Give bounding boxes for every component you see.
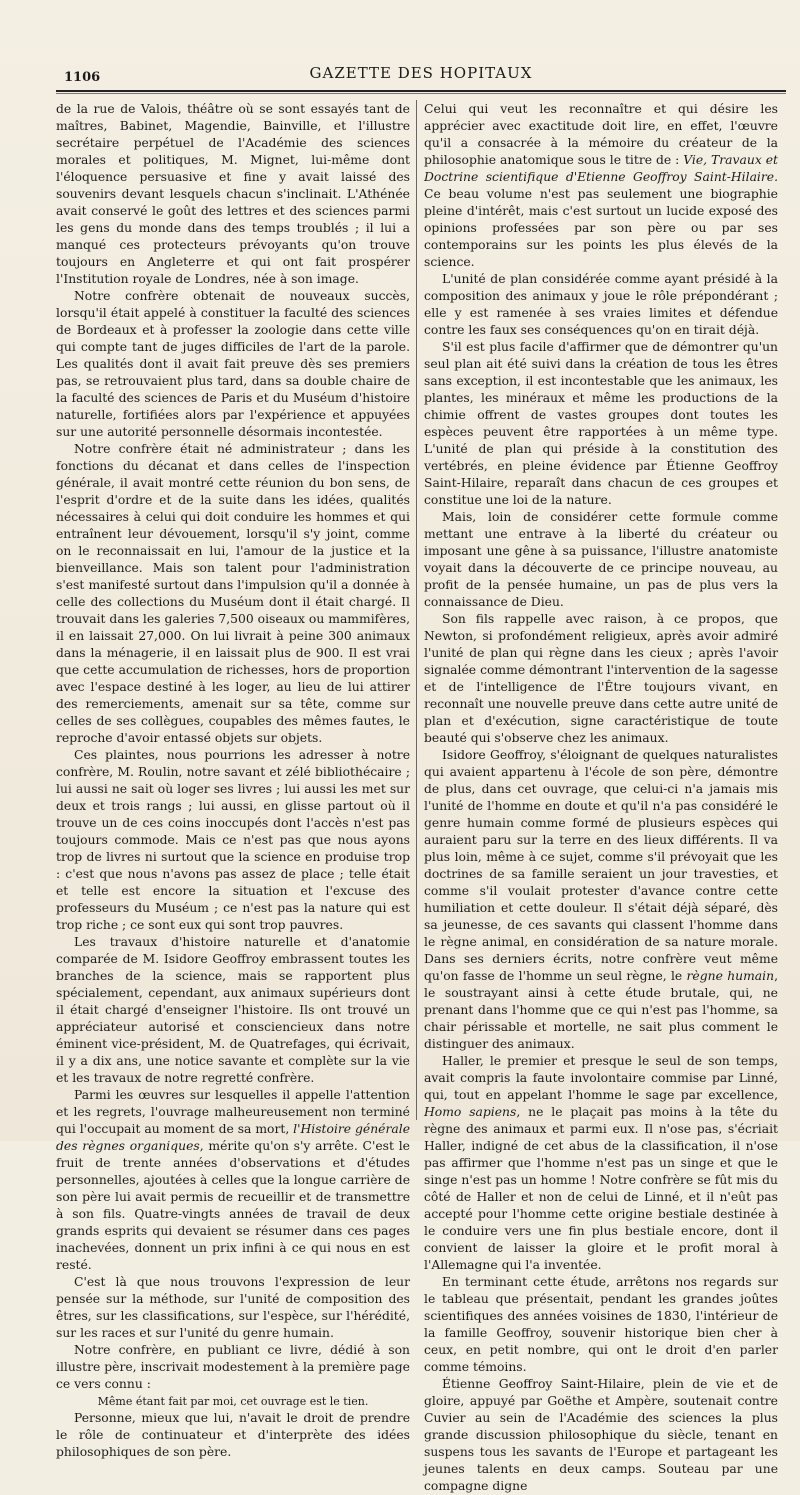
text-run: Ce beau volume n'est pas seulement une biographie pleine d'intérêt, mais c'est surtout un lucide exposé des opinions professées par son père ou par ses contemporains sur les points les plus élevés de la science. bbox=[424, 187, 778, 269]
header-rule-thin bbox=[56, 93, 786, 94]
column-divider bbox=[416, 100, 417, 1120]
page-title: GAZETTE DES HOPITAUX bbox=[309, 64, 533, 82]
text-run: Haller, le premier et presque le seul de son temps, avait compris la faute involontaire commise par Linné, qui, tout en appelant l'homme le sage par excellence, bbox=[424, 1054, 778, 1102]
paragraph: Personne, mieux que lui, n'avait le droit de prendre le rôle de continuateur et d'interprète des idées philosophiques de son père. bbox=[56, 1411, 410, 1459]
paragraph: En terminant cette étude, arrêtons nos regards sur le tableau que présentait, pendant les grandes joûtes scientifiques des années voisines de 1830, l'intérieur de la famille Geoffroy, souvenir historique bien cher à ceux, en petit nombre, qui ont le droit d'en parler comme témoins. bbox=[424, 1275, 778, 1374]
book-title: Vie, Travaux et Doctrine scientifique d'Etienne Geoffroy Saint-Hilaire. bbox=[424, 153, 778, 184]
paragraph bbox=[424, 747, 778, 1053]
paragraph: Étienne Geoffroy Saint-Hilaire, plein de vie et de gloire, appuyé par Goëthe et Ampère, soutenait contre Cuvier au sein de l'Académie des sciences la plus grande discussion philosophique du siècle, tenant en suspens tous les savants de l'Europe et partageant les jeunes talents en deux camps. Souteau par une compagne digne bbox=[424, 1377, 778, 1493]
paragraph: de la rue de Valois, théâtre où se sont essayés tant de maîtres, Babinet, Magendie, Bainville, et l'illustre secrétaire perpétuel de l'Académie des sciences morales et politiques, M. Mignet, lui-même dont l'éloquence persuasive et fine y avait laissé des souvenirs devant lesquels chacun s'inclinait. L'Athénée avait conservé le goût des lettres et des sciences parmi les gens du monde dans des temps troublés ; il lui a manqué ces protecteurs prévoyants qu'on trouve toujours en Angleterre et qui ont fait prospérer l'Institution royale de Londres, née à son image. bbox=[56, 102, 410, 286]
book-title: l'Histoire générale des règnes organiques bbox=[56, 1122, 411, 1153]
text-run: , le soustrayant ainsi à cette étude brutale, qui, ne prenant dans l'homme que ce qui n'est pas l'homme, sa chair périssable et mortelle, ne sait plus comment le distinguer des animaux. bbox=[424, 969, 778, 1051]
emphasis: règne humain bbox=[686, 969, 775, 983]
text-run: , mérite qu'on s'y arrête. C'est le fruit de trente années d'observations et d'études personnelles, ajoutées à celles que la longue carrière de son père lui avait permis de recueillir et de transmettre à son fils. Quatre-vingts années de travail de deux grands esprits qui devaient se résumer dans ces pages inachevées, donnent un prix infini à ce qui nous en est resté. bbox=[56, 1139, 410, 1272]
text-run: Parmi les œuvres sur lesquelles il appelle l'attention et les regrets, l'ouvrage malheureusement non terminé qui l'occupait au moment de sa mort, bbox=[56, 1088, 410, 1136]
paragraph: C'est là que nous trouvons l'expression de leur pensée sur la méthode, sur l'unité de composition des êtres, sur les classifications, sur l'espèce, sur l'hérédité, sur les races et sur l'unité du genre humain. bbox=[56, 1275, 410, 1340]
paragraph: Notre confrère, en publiant ce livre, dédié à son illustre père, inscrivait modestement à la première page ce vers connu : bbox=[56, 1343, 410, 1391]
paragraph: Les travaux d'histoire naturelle et d'anatomie comparée de M. Isidore Geoffroy embrassent toutes les branches de la science, mais se rapportent plus spécialement, cependant, aux animaux supérieurs dont il était chargé d'enseigner l'histoire. Ils ont trouvé un appréciateur autorisé et consciencieux dans notre éminent vice-président, M. de Quatrefages, qui écrivait, il y a dix ans, une notice savante et complète sur la vie et les travaux de notre regretté confrère. bbox=[56, 935, 410, 1085]
right-column bbox=[424, 101, 778, 1493]
emphasis: Homo sapiens bbox=[424, 1105, 517, 1119]
paragraph: S'il est plus facile d'affirmer que de démontrer qu'un seul plan ait été suivi dans la création de tous les êtres sans exception, il est incontestable que les animaux, les plantes, les minéraux et même les productions de la chimie offrent de vastes groupes dont toutes les espèces peuvent être rapportées à un même type. L'unité de plan qui préside à la constitution des vertébrés, en pleine évidence par Étienne Geoffroy Saint-Hilaire, reparaît dans chacun de ces groupes et constitue une loi de la nature. bbox=[424, 340, 778, 507]
paragraph: Mais, loin de considérer cette formule comme mettant une entrave à la liberté du créateur ou imposant une gêne à sa puissance, l'illustre anatomiste voyait dans la découverte de ce principe nouveau, au profit de la pensée humaine, un pas de plus vers la connaissance de Dieu. bbox=[424, 510, 778, 609]
text-run: Celui qui veut les reconnaître et qui désire les apprécier avec exactitude doit lire, en effet, l'œuvre qu'il a consacrée à la mémoire du créateur de la philosophie anatomique sous le titre de : bbox=[424, 102, 778, 167]
header-rule bbox=[56, 90, 786, 92]
paragraph: L'unité de plan considérée comme ayant présidé à la composition des animaux y joue le rôle prépondérant ; elle y est ramenée à ses vraies limites et défendue contre les faux ses conséquences qu'on en tirait déjà. bbox=[424, 272, 778, 337]
quoted-verse: Même étant fait par moi, cet ouvrage est le tien. bbox=[97, 1395, 369, 1408]
paragraph bbox=[424, 101, 778, 271]
page-number: 1106 bbox=[64, 70, 101, 85]
page-header bbox=[56, 58, 786, 86]
text-run: , ne le plaçait pas moins à la tête du règne des animaux et parmi eux. Il n'ose pas, s'écriait Haller, indigné de cet abus de la classification, il n'ose pas affirmer que l'homme n'est pas un singe et que le singe n'est pas un homme ! Notre confrère se fût mis du côté de Haller et non de celui de Linné, et il n'eût pas accepté pour l'homme cette origine bestiale destinée à le conduire vers une fin plus bestiale encore, dont il convient de laisser la gloire et le profit moral à l'Allemagne qui l'a inventée. bbox=[424, 1105, 778, 1272]
paragraph: Notre confrère était né administrateur ; dans les fonctions du décanat et dans celles de l'inspection générale, il avait montré cette réunion du bon sens, de l'esprit d'ordre et de la suite dans les idées, qualités nécessaires à celui qui doit conduire les hommes et qui entraînent leur dévouement, lorsqu'il s'y joint, comme on le reconnaissait en lui, l'amour de la justice et la bienveillance. Mais son talent pour l'administration s'est manifesté surtout dans l'impulsion qu'il a donnée à celle des collections du Muséum dont il était chargé. Il trouvait dans les galeries 7,500 oiseaux ou mammifères, il en laissait 27,000. On lui livrait à peine 300 animaux dans la ménagerie, il en laissait plus de 900. Il est vrai que cette accumulation de richesses, hors de proportion avec l'espace destiné à les loger, au lieu de lui attirer des remerciements, amenait sur sa tête, comme sur celles de ses collègues, coupables des mêmes fautes, le reproche d'avoir entassé objets sur objets. bbox=[56, 442, 410, 745]
paragraph bbox=[424, 1053, 778, 1274]
paragraph: Son fils rappelle avec raison, à ce propos, que Newton, si profondément religieux, après avoir admiré l'unité de plan qui règne dans les cieux ; après l'avoir signalée comme démontrant l'intervention de la sagesse et de l'intelligence de l'Être toujours vivant, en reconnaît une nouvelle preuve dans cette autre unité de plan et d'exécution, signe caractéristique de toute beauté qui s'observe chez les animaux. bbox=[424, 612, 778, 745]
left-column bbox=[56, 101, 411, 1459]
text-run: Isidore Geoffroy, s'éloignant de quelques naturalistes qui avaient appartenu à l'école de son père, démontre de plus, dans cet ouvrage, que celui-ci n'a jamais mis l'unité de l'homme en doute et qu'il n'a pas considéré le genre humain comme formé de plusieurs espèces qui auraient paru sur la terre en des lieux différents. Il va plus loin, même à ce sujet, comme s'il prévoyait que les doctrines de sa famille seraient un jour travesties, et comme s'il voulait protester d'avance contre cette humiliation et cette douleur. Il s'était déjà séparé, dès sa jeunesse, de ces savants qui classent l'homme dans le règne animal, en considération de sa nature morale. Dans ses derniers écrits, notre confrère veut même qu'on fasse de l'homme un seul règne, le bbox=[424, 748, 778, 983]
paragraph: Notre confrère obtenait de nouveaux succès, lorsqu'il était appelé à constituer la faculté des sciences de Bordeaux et à professer la zoologie dans cette ville qui compte tant de juges difficiles de l'art de la parole. Les qualités dont il avait fait preuve dès ses premiers pas, se retrouvaient plus tard, dans sa double chaire de la faculté des sciences de Paris et du Muséum d'histoire naturelle, fortifiées alors par l'expérience et appuyées sur une autorité personnelle désormais incontestée. bbox=[56, 289, 410, 439]
paragraph bbox=[56, 1087, 410, 1274]
paragraph: Ces plaintes, nous pourrions les adresser à notre confrère, M. Roulin, notre savant et zélé bibliothécaire ; lui aussi ne sait où loger ses livres ; lui aussi les met sur deux et trois rangs ; lui aussi, en glisse partout où il trouve un de ces coins inoccupés dont l'accès n'est pas toujours commode. Mais ce n'est pas que nous ayons trop de livres ni surtout que la science en produise trop : c'est que nous n'avons pas assez de place ; telle était et telle est encore la situation et l'excuse des professeurs du Muséum ; ce n'est pas la nature qui est trop riche ; ce sont eux qui sont trop pauvres. bbox=[56, 748, 410, 932]
